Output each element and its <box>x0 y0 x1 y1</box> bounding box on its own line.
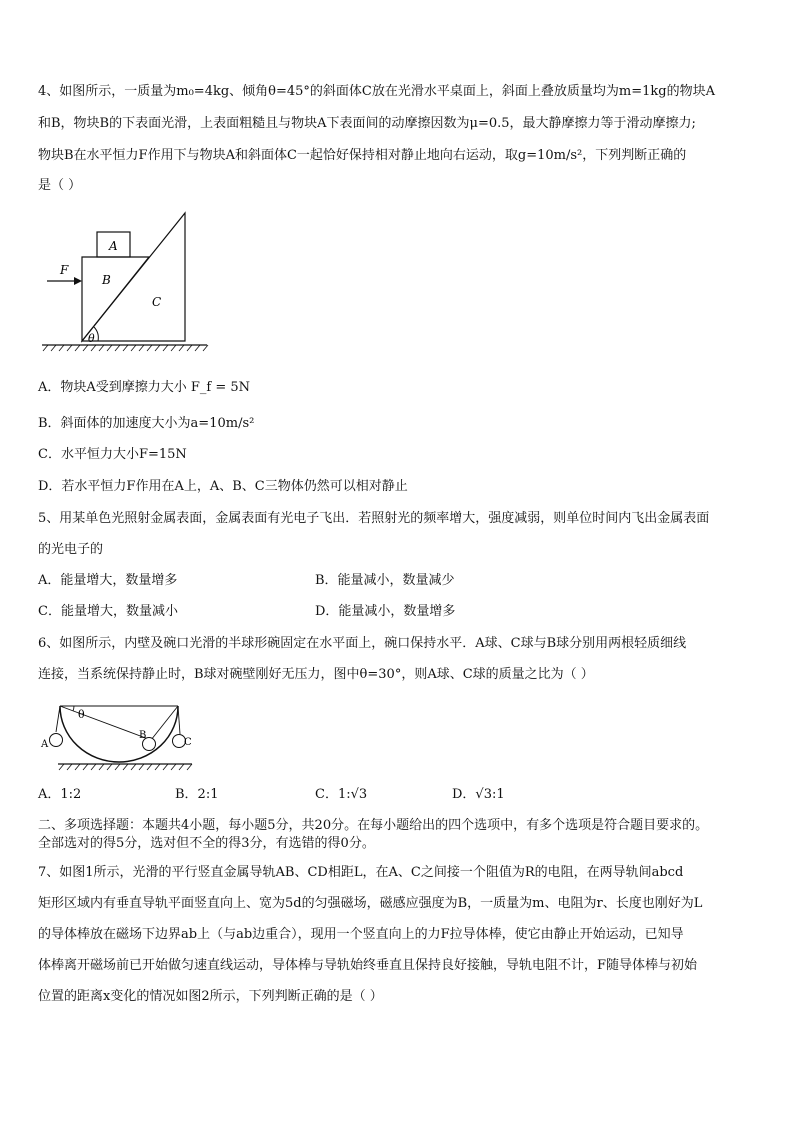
q4-stem-line-4: 是（ ） <box>38 178 82 193</box>
q4-label-b: B <box>102 273 111 287</box>
q5-option-d: D．能量减小，数量增多 <box>315 604 456 619</box>
q4-stem-line-3: 物块B在水平恒力F作用下与物块A和斜面体C一起恰好保持相对静止地向右运动，取g=10m/s²，下列判断正确的 <box>38 148 687 163</box>
q7-stem-line-2: 矩形区域内有垂直导轨平面竖直向上、宽为5d的匀强磁场，磁感应强度为B，一质量为m、电阻为r、长度也刚好为L <box>38 896 703 911</box>
q6-label-theta: θ <box>78 708 85 721</box>
q4-label-theta: θ <box>88 332 95 345</box>
q4-figure <box>42 208 212 356</box>
q5-option-b: B．能量减小，数量减少 <box>315 573 455 588</box>
q4-option-a: A．物块A受到摩擦力大小 F_f = 5N <box>38 380 251 395</box>
q6-option-b: B．2:1 <box>175 787 219 802</box>
q5-option-a: A．能量增大，数量增多 <box>38 573 178 588</box>
q7-stem-line-4: 体棒离开磁场前已开始做匀速直线运动，导体棒与导轨始终垂直且保持良好接触，导轨电阻不计，F随导体棒与初始 <box>38 958 698 973</box>
q4-label-c: C <box>152 295 162 309</box>
q6-option-d: D．√3:1 <box>452 787 505 802</box>
q7-stem-line-5: 位置的距离x变化的情况如图2所示，下列判断正确的是（ ） <box>38 989 383 1004</box>
q4-stem-line-1: 4、如图所示，一质量为m₀=4kg、倾角θ=45°的斜面体C放在光滑水平桌面上，斜面上叠放质量均为m=1kg的物块A <box>38 84 715 99</box>
q4-option-b: B．斜面体的加速度大小为a=10m/s² <box>38 416 255 431</box>
q5-option-c: C．能量增大，数量减小 <box>38 604 178 619</box>
q6-label-c: C <box>184 737 192 748</box>
q4-stem-line-2: 和B，物块B的下表面光滑，上表面粗糙且与物块A下表面间的动摩擦因数为μ=0.5，最大静摩擦力等于滑动摩擦力; <box>38 116 696 131</box>
q6-option-c: C．1:√3 <box>315 787 368 802</box>
q7-stem-line-3: 的导体棒放在磁场下边界ab上（与ab边重合），现用一个竖直向上的力F拉导体棒，使它由静止开始运动，已知导 <box>38 927 684 942</box>
section2-line-2: 全部选对的得5分，选对但不全的得3分，有选错的得0分。 <box>38 836 375 851</box>
q4-label-f: F <box>60 263 69 277</box>
q7-stem-line-1: 7、如图1所示，光滑的平行竖直金属导轨AB、CD相距L，在A、C之间接一个阻值为R的电阻，在两导轨间abcd <box>38 865 684 880</box>
q6-label-b: B <box>139 730 147 741</box>
q5-stem-line-1: 5、用某单色光照射金属表面，金属表面有光电子飞出．若照射光的频率增大，强度减弱，则单位时间内飞出金属表面 <box>38 511 710 526</box>
q6-label-a: A <box>41 739 49 750</box>
q5-stem-line-2: 的光电子的 <box>38 542 104 557</box>
q4-option-d: D．若水平恒力F作用在A上，A、B、C三物体仍然可以相对静止 <box>38 479 408 494</box>
q4-label-a: A <box>109 239 118 253</box>
q6-figure <box>40 700 200 772</box>
q6-option-a: A．1:2 <box>38 787 82 802</box>
q6-stem-line-2: 连接，当系统保持静止时，B球对碗壁刚好无压力，图中θ=30°，则A球、C球的质量之比为（ ） <box>38 667 594 682</box>
q6-stem-line-1: 6、如图所示，内壁及碗口光滑的半球形碗固定在水平面上，碗口保持水平．A球、C球与B球分别用两根轻质细线 <box>38 636 687 651</box>
q4-option-c: C．水平恒力大小F=15N <box>38 447 187 462</box>
section2-line-1: 二、多项选择题：本题共4小题，每小题5分，共20分。在每小题给出的四个选项中，有多个选项是符合题目要求的。 <box>38 818 709 833</box>
